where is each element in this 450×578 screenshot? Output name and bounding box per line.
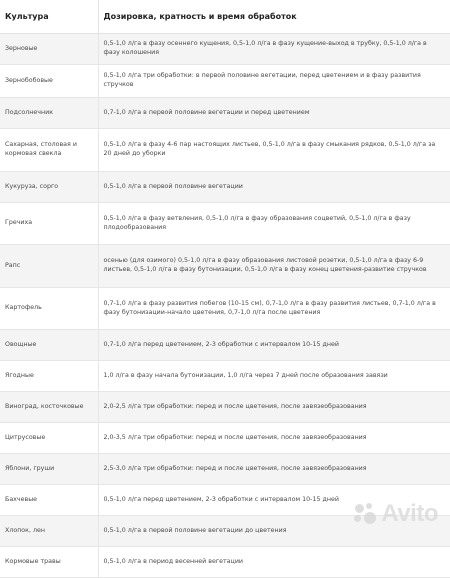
crop-cell: Кормовые травы [0, 547, 98, 578]
table-row [0, 98, 450, 129]
table-row [0, 172, 450, 203]
crop-cell: Ягодные [0, 361, 98, 392]
watermark-text: Avito [381, 500, 438, 527]
dosage-cell: 0,5-1,0 л/га в первой половине вегетации [98, 172, 450, 203]
table-row [0, 288, 450, 330]
dosage-cell: 0,5-1,0 л/га в фазу осеннего кущения, 0,5-1,0 л/га в фазу кущение-выход в трубку, 0,5-1,0 л/га в фазу колошения [98, 34, 450, 65]
dosage-cell: 2,5-3,0 л/га три обработки: перед и после цветения, после завязеобразования [98, 454, 450, 485]
dosage-cell: 0,5-1,0 л/га в первой половине вегетации до цветения [98, 516, 450, 547]
crop-cell: Овощные [0, 330, 98, 361]
crop-cell: Зернобобовые [0, 65, 98, 98]
dosage-cell: 2,0-3,5 л/га три обработки: перед и после цветения, после завязеобразования [98, 423, 450, 454]
table-row [0, 34, 450, 65]
table-row [0, 454, 450, 485]
header-dosage: Дозировка, кратность и время обработок [98, 0, 450, 34]
avito-dots-icon [352, 501, 378, 527]
table-row [0, 203, 450, 245]
table-row [0, 361, 450, 392]
crop-cell: Гречиха [0, 203, 98, 245]
dosage-cell: 2,0-2,5 л/га три обработки: перед и после цветения, после завязеобразования [98, 392, 450, 423]
avito-watermark [352, 500, 438, 528]
dosage-cell: 0,7-1,0 л/га в первой половине вегетации и перед цветением [98, 98, 450, 129]
dosage-cell: 0,5-1,0 л/га в фазу 4-6 пар настоящих листьев, 0,5-1,0 л/га в фазу смыкания рядков, 0,5-1,0 л/га за 20 дней до уборки [98, 129, 450, 172]
dosage-cell: 0,7-1,0 л/га перед цветением, 2-3 обработки с интервалом 10-15 дней [98, 330, 450, 361]
dosage-cell: 0,5-1,0 л/га в фазу ветвления, 0,5-1,0 л/га в фазу образования соцветий, 0,5-1,0 л/га в фазу плодообразования [98, 203, 450, 245]
dosage-cell: 0,5-1,0 л/га три обработки: в первой половине вегетации, перед цветением и в фазу развития стручков [98, 65, 450, 98]
header-crop: Культура [0, 0, 98, 34]
crop-cell: Рапс [0, 245, 98, 288]
table-row [0, 65, 450, 98]
dosage-cell: 0,5-1,0 л/га в период весенней вегетации [98, 547, 450, 578]
crop-cell: Бахчевые [0, 485, 98, 516]
crop-cell: Сахарная, столовая и кормовая свекла [0, 129, 98, 172]
dosage-cell: 0,5-1,0 л/га перед цветением, 2-3 обработки с интервалом 10-15 дней [98, 485, 450, 516]
table-row [0, 129, 450, 172]
crop-cell: Хлопок, лен [0, 516, 98, 547]
crop-cell: Цитрусовые [0, 423, 98, 454]
crop-cell: Яблони, груши [0, 454, 98, 485]
table-row [0, 330, 450, 361]
table-row [0, 423, 450, 454]
dosage-cell: 0,7-1,0 л/га в фазу развития побегов (10-15 см), 0,7-1,0 л/га в фазу развития листьев, 0,7-1,0 л/га в фазу бутонизации-начало цветения, 0,7-1,0 л/га после цветения [98, 288, 450, 330]
crop-cell: Виноград, косточковые [0, 392, 98, 423]
crop-cell: Зерновые [0, 34, 98, 65]
table-row [0, 392, 450, 423]
crop-cell: Кукуруза, сорго [0, 172, 98, 203]
dosage-cell: осенью (для озимого) 0,5-1,0 л/га в фазу образования листовой розетки, 0,5-1,0 л/га в фазу 6-9 листьев, 0,5-1,0 л/га в фазу бутонизации, 0,5-1,0 л/га в фазу конец цветения-развитие стручков [98, 245, 450, 288]
table-row [0, 547, 450, 578]
crop-cell: Картофель [0, 288, 98, 330]
table-header-row [0, 0, 450, 34]
table-row [0, 245, 450, 288]
table-body [0, 34, 450, 578]
crop-cell: Подсолнечник [0, 98, 98, 129]
dosage-cell: 1,0 л/га в фазу начала бутонизации, 1,0 л/га через 7 дней после образования завязи [98, 361, 450, 392]
